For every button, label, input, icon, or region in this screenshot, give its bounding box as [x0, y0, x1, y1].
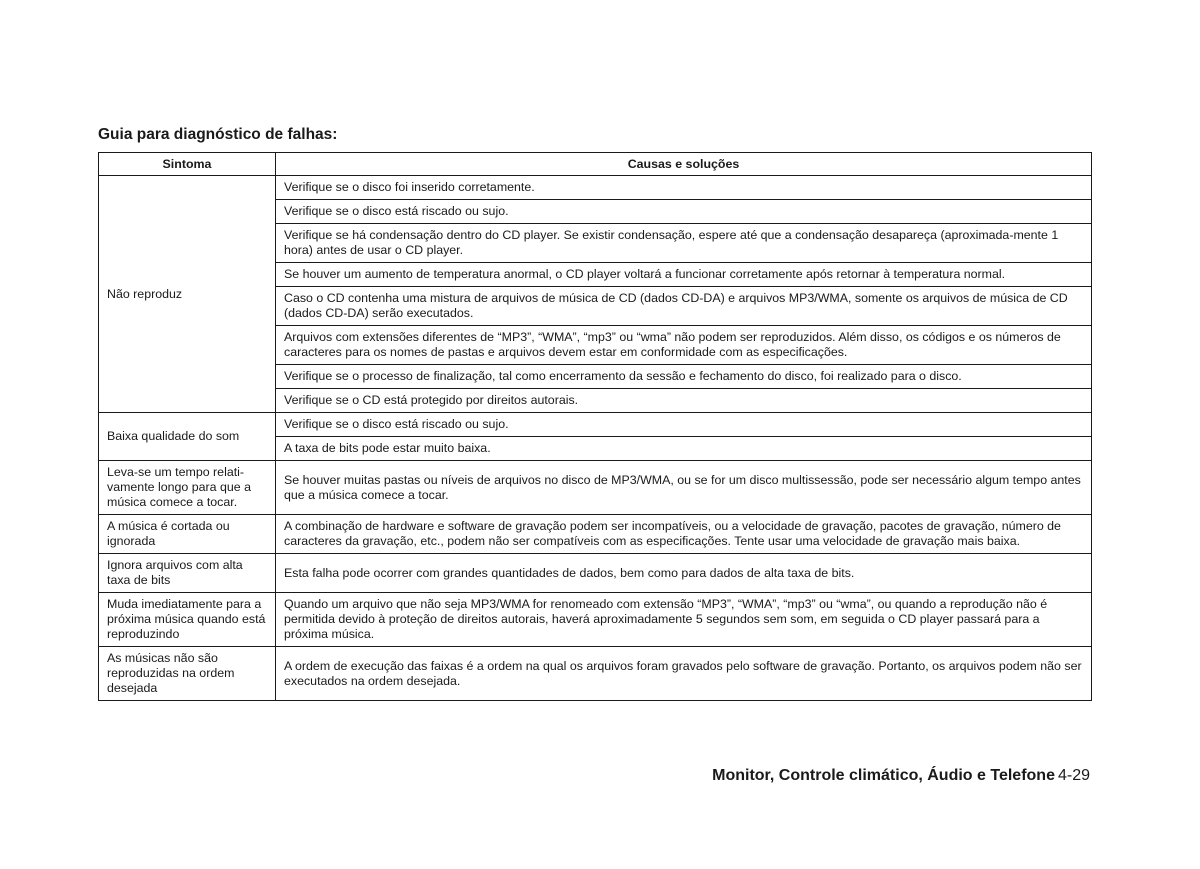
cause-cell: Se houver um aumento de temperatura anormal, o CD player voltará a funcionar corretamente após retornar à temperatura normal. — [276, 263, 1092, 287]
page-number: 4-29 — [1057, 767, 1090, 784]
symptom-cell: Baixa qualidade do som — [99, 413, 276, 461]
cause-cell: Verifique se o disco está riscado ou sujo. — [276, 200, 1092, 224]
symptom-cell: Muda imediatamente para a próxima música quando está reproduzindo — [99, 593, 276, 647]
table-row — [99, 647, 1092, 701]
cause-cell: Se houver muitas pastas ou níveis de arquivos no disco de MP3/WMA, ou se for um disco multissessão, pode ser necessário algum tempo antes que a música comece a tocar. — [276, 461, 1092, 515]
header-causes: Causas e soluções — [276, 153, 1092, 176]
cause-cell: Caso o CD contenha uma mistura de arquivos de música de CD (dados CD-DA) e arquivos MP3/WMA, somente os arquivos de música de CD (dados CD-DA) serão executados. — [276, 287, 1092, 326]
cause-cell: A taxa de bits pode estar muito baixa. — [276, 437, 1092, 461]
cause-cell: Quando um arquivo que não seja MP3/WMA for renomeado com extensão “MP3”, “WMA”, “mp3” ou “wma”, ou quando a reprodução não é permitida devido à proteção de direitos autorais, haverá aproximadamente 5 segundos sem som, em seguida o CD player passará para a próxima música. — [276, 593, 1092, 647]
symptom-cell: As músicas não são reproduzidas na ordem desejada — [99, 647, 276, 701]
diagnostic-table — [98, 152, 1092, 701]
cause-cell: Esta falha pode ocorrer com grandes quantidades de dados, bem como para dados de alta taxa de bits. — [276, 554, 1092, 593]
table-row — [99, 176, 1092, 200]
footer-section-title: Monitor, Controle climático, Áudio e Telefone — [712, 767, 1055, 784]
cause-cell: Arquivos com extensões diferentes de “MP3”, “WMA”, “mp3” ou “wma” não podem ser reproduzidos. Além disso, os códigos e os números de caracteres para os nomes de pastas e arquivos devem estar em conformidade com as especificações. — [276, 326, 1092, 365]
table-row — [99, 461, 1092, 515]
symptom-cell: A música é cortada ou ignorada — [99, 515, 276, 554]
cause-cell: Verifique se o disco foi inserido corretamente. — [276, 176, 1092, 200]
table-header-row — [99, 153, 1092, 176]
header-symptom: Sintoma — [99, 153, 276, 176]
cause-cell: Verifique se o disco está riscado ou sujo. — [276, 413, 1092, 437]
page-footer — [712, 767, 1090, 785]
page-title: Guia para diagnóstico de falhas: — [98, 126, 338, 143]
symptom-cell: Ignora arquivos com alta taxa de bits — [99, 554, 276, 593]
symptom-cell: Leva-se um tempo relati-vamente longo para que a música comece a tocar. — [99, 461, 276, 515]
table-row — [99, 413, 1092, 437]
cause-cell: Verifique se o processo de finalização, tal como encerramento da sessão e fechamento do disco, foi realizado para o disco. — [276, 365, 1092, 389]
table-row — [99, 554, 1092, 593]
symptom-cell: Não reproduz — [99, 176, 276, 413]
cause-cell: A ordem de execução das faixas é a ordem na qual os arquivos foram gravados pelo software de gravação. Portanto, os arquivos podem não ser executados na ordem desejada. — [276, 647, 1092, 701]
table-row — [99, 515, 1092, 554]
table-row — [99, 593, 1092, 647]
cause-cell: Verifique se o CD está protegido por direitos autorais. — [276, 389, 1092, 413]
cause-cell: A combinação de hardware e software de gravação podem ser incompatíveis, ou a velocidade de gravação, pacotes de gravação, número de caracteres da gravação, etc., podem não ser compatíveis com as especificações. Tente usar uma velocidade de gravação mais baixa. — [276, 515, 1092, 554]
cause-cell: Verifique se há condensação dentro do CD player. Se existir condensação, espere até que a condensação desapareça (aproximada-mente 1 hora) antes de usar o CD player. — [276, 224, 1092, 263]
